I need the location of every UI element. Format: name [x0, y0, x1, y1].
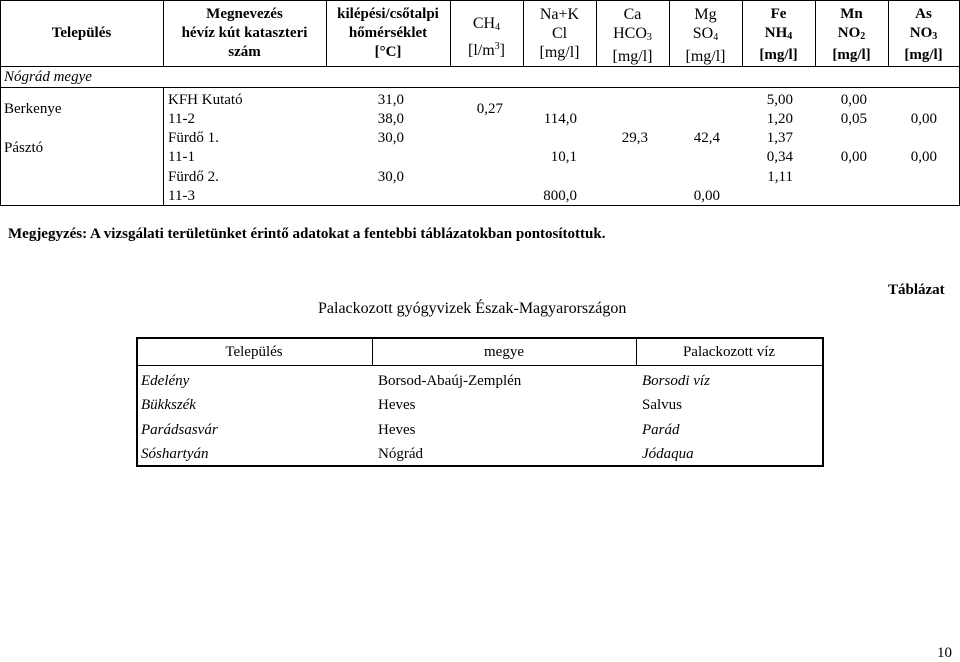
nh4-value: 1,20	[766, 111, 793, 127]
so4-value: 0,00	[693, 188, 720, 204]
well-name: Fürdő 2.	[168, 169, 219, 185]
table-row-water: Salvus	[642, 397, 683, 413]
header-fe-nh4: Fe $NH_4$ [mg/l]	[759, 6, 798, 63]
table-row-county: Borsod-Abaúj-Zemplén	[378, 373, 522, 389]
table-caption: Palackozott gyógyvizek Észak-Magyarországon	[318, 300, 627, 317]
table-row-county: Heves	[378, 422, 416, 438]
no3-value: 0,00	[910, 111, 937, 127]
table-row-county: Heves	[378, 397, 416, 413]
table-row-town: Sóshartyán	[141, 446, 209, 462]
water-quality-table	[0, 0, 960, 206]
header-megnevezes: Megnevezés hévíz kút kataszteri szám	[181, 6, 308, 60]
town-paszto: Pásztó	[4, 140, 44, 156]
table-row-water: Jódaqua	[642, 446, 694, 462]
header-ca-hco3: Ca $HCO_3$ [mg/l]	[612, 6, 653, 65]
header-telepules: Település	[225, 344, 283, 360]
temperature-value: 30,0	[377, 169, 404, 185]
cl-value: 10,1	[550, 149, 577, 165]
table-row-water: Parád	[642, 422, 680, 438]
bottled-water-table	[136, 337, 824, 467]
table-row-town: Edelény	[141, 373, 190, 389]
well-id: 11-3	[168, 188, 195, 204]
no2-value: 0,05	[840, 111, 867, 127]
table-row-town: Bükkszék	[141, 397, 196, 413]
header-telepules: Település	[51, 25, 112, 41]
header-mn-no2: Mn $NO_2$ [mg/l]	[832, 6, 871, 63]
page-number: 10	[937, 645, 952, 661]
note-text: Megjegyzés: A vizsgálati területünket érintő adatokat a fentebbi táblázatokban pontosítottuk.	[8, 226, 606, 242]
table-row-water: Borsodi víz	[642, 373, 710, 389]
table-label: Táblázat	[888, 282, 945, 298]
mn-value: 0,00	[840, 92, 867, 108]
table-row-county: Nógrád	[378, 446, 423, 462]
no2-value: 0,00	[840, 149, 867, 165]
well-id: 11-2	[168, 111, 195, 127]
table-row-town: Parádsasvár	[141, 422, 218, 438]
header-megye: megye	[484, 344, 524, 360]
ca-value: 29,3	[621, 130, 648, 146]
town-berkenye: Berkenye	[4, 101, 62, 117]
header-as-no3: As $NO_3$ [mg/l]	[904, 6, 943, 63]
header-palackozott-viz: Palackozott víz	[682, 344, 776, 360]
cl-value: 800,0	[543, 188, 577, 204]
well-name: KFH Kutató	[168, 92, 243, 108]
county-label: Nógrád megye	[4, 69, 92, 85]
temperature-value: 31,0	[377, 92, 404, 108]
header-temperature: kilépési/csőtalpi hőmérséklet [°C]	[337, 6, 439, 60]
mg-value: 42,4	[693, 130, 720, 146]
well-name: Fürdő 1.	[168, 130, 219, 146]
well-id: 11-1	[168, 149, 195, 165]
temperature-value: 30,0	[377, 130, 404, 146]
temperature-value: 38,0	[377, 111, 404, 127]
ch4-value: 0,27	[476, 101, 503, 117]
header-ch4: $CH_4$ $[l/m^3]$	[468, 15, 505, 59]
header-nak-cl: Na+K Cl [mg/l]	[539, 6, 580, 61]
fe-value: 5,00	[766, 92, 793, 108]
no3-value: 0,00	[910, 149, 937, 165]
cl-value: 114,0	[543, 111, 577, 127]
header-mg-so4: Mg $SO_4$ [mg/l]	[685, 6, 726, 65]
fe-value: 1,37	[766, 130, 793, 146]
fe-value: 1,11	[767, 169, 793, 185]
nh4-value: 0,34	[766, 149, 793, 165]
